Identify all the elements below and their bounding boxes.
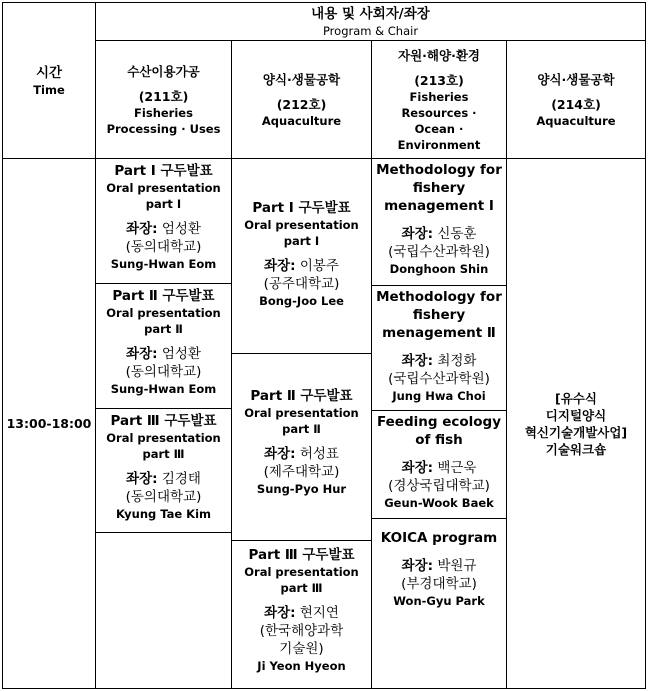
session-sub: Oral presentation: [244, 406, 359, 420]
session-title: Part Ⅱ 구두발표: [250, 388, 353, 404]
chair-name-en: Jung Hwa Choi: [392, 389, 486, 403]
session-title-2: fishery: [412, 180, 466, 196]
room-212-number: (212호): [276, 96, 327, 112]
room-211-ko: 수산이용가공: [127, 63, 200, 79]
room-214-en: Aquaculture: [536, 113, 616, 128]
chair-name-ko: 허성표: [299, 446, 339, 462]
chair-affiliation: (국립수산과학원): [388, 371, 490, 387]
r211-session-2: [96, 284, 231, 408]
chair-name-ko: 엄성환: [161, 221, 201, 237]
r213-session-2: [372, 286, 506, 410]
session-title: Part Ⅱ 구두발표: [112, 288, 215, 304]
chair-name-en: Sung-Pyo Hur: [256, 482, 347, 496]
time-slot: [3, 159, 95, 688]
session-part: part Ⅱ: [282, 422, 321, 436]
workshop-line-2: 디지털양식: [545, 407, 607, 423]
chair-label: 좌장:: [264, 258, 296, 274]
chair-name-ko: 백근욱: [437, 460, 477, 476]
room-213-number: (213호): [414, 72, 464, 88]
room-213-en: Fisheries Resources · Ocean · Environment: [397, 89, 481, 152]
chair-label: 좌장:: [126, 221, 158, 237]
r214-workshop: [507, 159, 645, 688]
chair-name-ko: 최정화: [437, 353, 477, 369]
chair-label: 좌장:: [401, 460, 434, 476]
session-part: part Ⅲ: [142, 447, 185, 461]
chair-label: 좌장:: [126, 346, 158, 362]
chair-affiliation: (제주대학교): [263, 464, 340, 480]
room-212-ko: 양식·생물공학: [262, 71, 341, 87]
chair-name-en: Sung-Hwan Eom: [110, 257, 217, 271]
chair-affiliation: (공주대학교): [263, 276, 340, 292]
session-sub: Oral presentation: [106, 431, 221, 445]
room-212-en: Aquaculture: [261, 113, 342, 128]
session-part: part Ⅲ: [280, 581, 323, 595]
chair-label: 좌장:: [264, 605, 296, 621]
room-214-ko: 양식·생물공학: [537, 71, 615, 87]
chair-affiliation: (동의대학교): [125, 239, 202, 255]
session-title: Part Ⅲ 구두발표: [110, 413, 217, 429]
room-211-number: (211호): [138, 88, 189, 104]
workshop-line-1: [유수식: [555, 390, 597, 406]
header-room-213: [372, 41, 506, 158]
session-title: Part Ⅲ 구두발표: [248, 547, 355, 563]
session-title: Part Ⅰ 구두발표: [114, 163, 213, 179]
chair-name-en: Won-Gyu Park: [393, 594, 485, 608]
header-top-en: Program & Chair: [322, 23, 419, 38]
workshop-line-4: 기술워크숍: [545, 441, 607, 457]
chair-name-ko: 엄성환: [161, 346, 201, 362]
chair-name-en: Geun-Wook Baek: [384, 496, 494, 510]
header-program-chair: [96, 3, 645, 40]
chair-label: 좌장:: [126, 471, 158, 487]
time-slot-value: 13:00-18:00: [6, 416, 92, 431]
r212-session-1: [232, 159, 371, 353]
header-room-214: [507, 41, 645, 158]
session-sub: Oral presentation: [106, 306, 221, 320]
session-title-2: fishery: [412, 307, 466, 323]
chair-name-ko: 박원규: [437, 558, 477, 574]
header-top-ko: 내용 및 사회자/좌장: [311, 5, 430, 22]
chair-name-en: Sung-Hwan Eom: [110, 382, 217, 396]
chair-affiliation: (경상국립대학교): [388, 478, 490, 494]
chair-affiliation: (부경대학교): [401, 576, 477, 592]
chair-name-en: Donghoon Shin: [389, 262, 489, 276]
table-border-bottom: [2, 688, 646, 689]
r213-session-4: [372, 519, 506, 688]
r212-session-2: [232, 354, 371, 540]
session-title-1: Methodology for: [376, 289, 502, 305]
chair-label: 좌장:: [401, 558, 434, 574]
chair-affiliation: (동의대학교): [125, 489, 202, 505]
chair-name-ko: 김경태: [161, 471, 201, 487]
chair-name-en: Kyung Tae Kim: [115, 507, 212, 521]
room-213-ko: 자원·해양·환경: [398, 47, 480, 63]
chair-affiliation: (국립수산과학원): [388, 244, 490, 260]
chair-name-ko: 이봉주: [299, 258, 339, 274]
time-label-en: Time: [33, 82, 65, 97]
chair-affiliation-1: (한국해양과학: [259, 623, 344, 639]
r211-session-3: [96, 409, 231, 532]
r211-session-1: [96, 159, 231, 283]
room-211-en: Fisheries Processing · Uses: [106, 105, 221, 136]
session-part: part Ⅰ: [145, 197, 182, 211]
session-sub: Oral presentation: [244, 565, 359, 579]
chair-affiliation: (동의대학교): [125, 364, 202, 380]
session-title-1: Feeding ecology: [376, 414, 502, 430]
room-214-number: (214호): [551, 96, 601, 112]
session-part: part Ⅰ: [283, 234, 320, 248]
session-title-3: menagement Ⅱ: [382, 325, 496, 341]
session-title-3: menagement Ⅰ: [384, 198, 494, 214]
chair-name-en: Bong-Joo Lee: [259, 294, 344, 308]
session-sub: Oral presentation: [106, 181, 221, 195]
session-title-2: of fish: [415, 432, 463, 448]
session-title: Part Ⅰ 구두발표: [252, 200, 351, 216]
r213-session-3: [372, 411, 506, 518]
chair-label: 좌장:: [401, 353, 434, 369]
session-title-1: KOICA program: [380, 530, 498, 546]
workshop-line-3: 혁신기술개발사업]: [524, 424, 628, 440]
chair-name-ko: 현지연: [299, 605, 339, 621]
r211-line-3: [95, 532, 231, 533]
header-room-212: [232, 41, 371, 158]
header-room-211: [96, 41, 231, 158]
chair-label: 좌장:: [264, 446, 296, 462]
chair-name-en: Ji Yeon Hyeon: [257, 659, 346, 673]
r212-session-3: [232, 541, 371, 688]
time-label-ko: 시간: [35, 64, 63, 81]
chair-label: 좌장:: [401, 226, 434, 242]
chair-name-ko: 신동훈: [437, 226, 477, 242]
chair-affiliation-2: 기술원): [279, 641, 324, 657]
session-part: part Ⅱ: [144, 322, 183, 336]
r213-session-1: [372, 159, 506, 285]
session-sub: Oral presentation: [244, 218, 359, 232]
session-title-1: Methodology for: [376, 162, 502, 178]
table-border-right: [645, 2, 646, 689]
header-time: [3, 3, 95, 158]
